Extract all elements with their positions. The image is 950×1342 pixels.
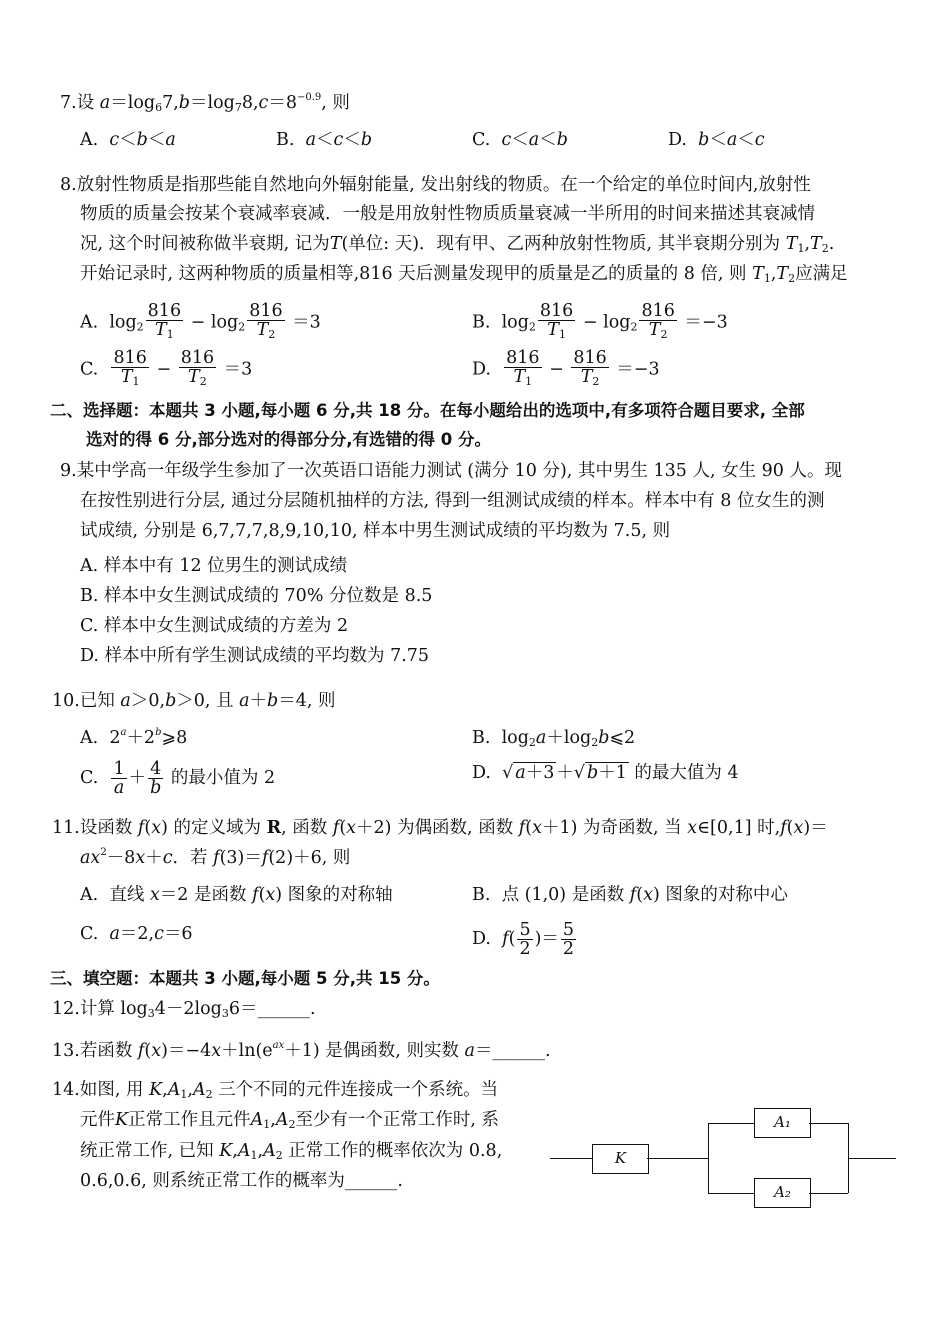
q9-line-3: 试成绩, 分别是 6,7,7,7,8,9,10,10, 样本中男生测试成绩的平均数为 7.5, 则	[80, 521, 671, 541]
q14-line-4: 0.6,0.6, 则系统正常工作的概率为______.	[80, 1171, 403, 1191]
component-a1: A₁	[754, 1108, 811, 1138]
q7-option-a[interactable]: A. c＜b＜a	[80, 130, 176, 150]
q8-option-a[interactable]: A. $\log_2$ $\frac{816}{T_1}$ − $\log_2$ $\frac{816}{T_2}$ ＝3	[80, 301, 321, 341]
section-2-heading: 二、选择题：本题共 3 小题,每小题 6 分,共 18 分。在每小题给出的选项中,有多项符合题目要求, 全部	[50, 401, 805, 420]
q8-option-c[interactable]: C. $\frac{816}{T_1}$ − $\frac{816}{T_2}$ ＝3	[80, 348, 253, 388]
q14-line-1: 14.如图, 用 $K,A_1,A_2$ 三个不同的元件连接成一个系统。当	[52, 1080, 499, 1101]
component-a2: A₂	[754, 1178, 811, 1208]
q14-line-3: 统正常工作, 已知 $K,A_1,A_2$ 正常工作的概率依次为 0.8,	[80, 1141, 503, 1162]
section-2-heading-cont: 选对的得 6 分,部分选对的得部分分,有选错的得 0 分。	[86, 430, 491, 449]
q12: 12.计算 $\log_34-2\log_36=\_\_\_\_\_\_$.	[52, 999, 316, 1020]
q10-option-a[interactable]: A. $2^a+2^b⩾8$	[80, 727, 188, 748]
q11-option-b[interactable]: B. 点 (1,0) 是函数 f(x) 图象的对称中心	[472, 885, 788, 905]
q11-option-a[interactable]: A. 直线 x＝2 是函数 f(x) 图象的对称轴	[80, 885, 393, 905]
section-3-heading: 三、填空题：本题共 3 小题,每小题 5 分,共 15 分。	[50, 969, 440, 988]
q9-option-c[interactable]: C. 样本中女生测试成绩的方差为 2	[80, 616, 349, 636]
q9-option-a[interactable]: A. 样本中有 12 位男生的测试成绩	[80, 556, 348, 576]
q10-option-d[interactable]: D. √ a＋3 ＋√ b＋1 的最大值为 4	[472, 763, 739, 783]
q8-line-1: 8.放射性物质是指那些能自然地向外辐射能量, 发出射线的物质。在一个给定的单位时间内,放射性	[60, 175, 811, 195]
q7-option-b[interactable]: B. a＜c＜b	[276, 130, 373, 150]
q11-line-1: 11.设函数 f(x) 的定义域为 R, 函数 f(x＋2) 为偶函数, 函数 f(x＋1) 为奇函数, 当 x∈[0,1] 时,f(x)＝	[52, 818, 828, 838]
q7-stem: 7.设 $a=\log_67,b=\log_78,c=8^{-0.9}$, 则	[60, 92, 350, 114]
q7-option-d[interactable]: D. b＜a＜c	[668, 130, 765, 150]
q11-line-2: $ax^2-8x+c$．若 f(3)＝f(2)＋6, 则	[80, 847, 351, 868]
q11-option-c[interactable]: C. a＝2,c＝6	[80, 924, 193, 944]
q9-option-d[interactable]: D. 样本中所有学生测试成绩的平均数为 7.75	[80, 646, 430, 666]
q14-answer-blank[interactable]: ______.	[344, 1171, 403, 1191]
q13: 13.若函数 $f(x)=-4x+\ln(e^{ax}+1)$ 是偶函数, 则实数 a＝______.	[52, 1040, 551, 1061]
component-k: K	[592, 1144, 649, 1174]
q7-option-c[interactable]: C. c＜a＜b	[472, 130, 568, 150]
q8-line-2: 物质的质量会按某个衰减率衰减．一般是用放射性物质质量衰减一半所用的时间来描述其衰减情	[80, 204, 815, 224]
q10-stem: 10.已知 a＞0,b＞0, 且 a＋b＝4, 则	[52, 691, 336, 711]
q12-answer-blank[interactable]: ______.	[257, 999, 316, 1019]
q10-option-b[interactable]: B. $\log_2a+\log_2b⩽2$	[472, 728, 636, 749]
q11-option-d[interactable]: D. f( $\frac{5}{2}$ )＝ $\frac{5}{2}$	[472, 920, 575, 959]
q8-line-3: 况, 这个时间被称做半衰期, 记为T(单位: 天)．现有甲、乙两种放射性物质, 其半衰期分别为 $T_1,T_2$.	[80, 234, 835, 255]
q9-option-b[interactable]: B. 样本中女生测试成绩的 70% 分位数是 8.5	[80, 586, 433, 606]
q10-option-c[interactable]: C. $\frac{1}{a}$ ＋ $\frac{4}{b}$ 的最小值为 2	[80, 759, 276, 798]
q13-answer-blank[interactable]: ______.	[492, 1041, 551, 1061]
q8-option-d[interactable]: D. $\frac{816}{T_1}$ − $\frac{816}{T_2}$ ＝−3	[472, 348, 660, 388]
q8-line-4: 开始记录时, 这两种物质的质量相等,816 天后测量发现甲的质量是乙的质量的 8 倍, 则 $T_1,T_2$应满足	[80, 264, 848, 285]
q9-line-2: 在按性别进行分层, 通过分层随机抽样的方法, 得到一组测试成绩的样本。样本中有 8 位女生的测	[80, 491, 825, 511]
q8-option-b[interactable]: B. $\log_2$ $\frac{816}{T_1}$ − $\log_2$ $\frac{816}{T_2}$ ＝−3	[472, 301, 728, 341]
q9-line-1: 9.某中学高一年级学生参加了一次英语口语能力测试 (满分 10 分), 其中男生 135 人, 女生 90 人。现	[60, 461, 842, 481]
q14-line-2: 元件K正常工作且元件$A_1,A_2$至少有一个正常工作时, 系	[80, 1110, 500, 1131]
